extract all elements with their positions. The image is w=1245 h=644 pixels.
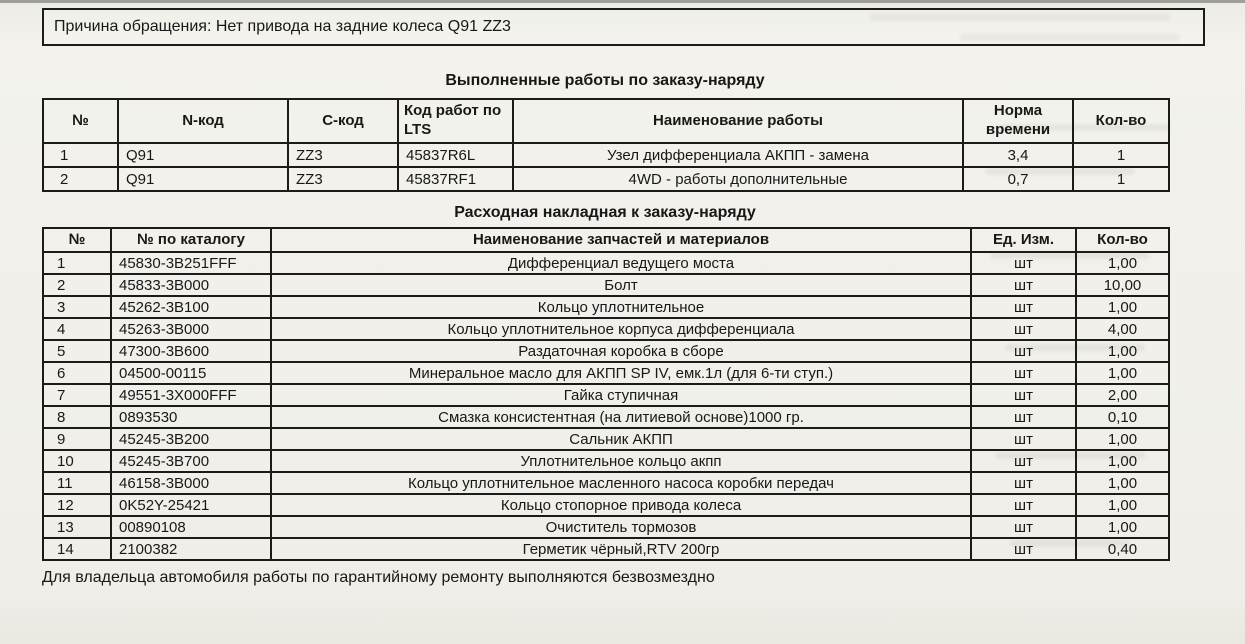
col-header-ncode: N-код — [118, 99, 288, 143]
col-header-time-norm: Норма времени — [963, 99, 1073, 143]
table-cell: 45262-3B100 — [111, 296, 271, 318]
table-cell: 1,00 — [1076, 340, 1169, 362]
table-cell: 5 — [43, 340, 111, 362]
table-cell: 45830-3B251FFF — [111, 252, 271, 274]
table-row — [43, 384, 1169, 406]
table-cell: ZZ3 — [288, 167, 398, 191]
footer-note: Для владельца автомобиля работы по гарантийному ремонту выполняются безвозмездно — [42, 569, 715, 586]
table-cell: 6 — [43, 362, 111, 384]
table-row — [43, 274, 1169, 296]
table-cell: 9 — [43, 428, 111, 450]
table-cell: 4,00 — [1076, 318, 1169, 340]
table-row — [43, 143, 1169, 167]
table-cell: шт — [971, 406, 1076, 428]
table-row — [43, 538, 1169, 560]
table-cell: 1,00 — [1076, 450, 1169, 472]
table-cell: 45263-3B000 — [111, 318, 271, 340]
col-header-num: № — [43, 228, 111, 252]
col-header-ccode: С-код — [288, 99, 398, 143]
table-cell: 1,00 — [1076, 362, 1169, 384]
table-cell: шт — [971, 450, 1076, 472]
col-header-part-name: Наименование запчастей и материалов — [271, 228, 971, 252]
table-cell: шт — [971, 340, 1076, 362]
parts-table-header — [43, 228, 1169, 252]
col-header-lts-code: Код работ по LTS — [398, 99, 513, 143]
table-cell: 00890108 — [111, 516, 271, 538]
table-cell: 13 — [43, 516, 111, 538]
table-cell: 45245-3B200 — [111, 428, 271, 450]
table-cell: Сальник АКПП — [271, 428, 971, 450]
table-row — [43, 167, 1169, 191]
table-cell: шт — [971, 494, 1076, 516]
table-cell: 7 — [43, 384, 111, 406]
table-cell: 0893530 — [111, 406, 271, 428]
table-cell: Кольцо уплотнительное — [271, 296, 971, 318]
table-cell: Гайка ступичная — [271, 384, 971, 406]
table-cell: шт — [971, 274, 1076, 296]
table-cell: шт — [971, 516, 1076, 538]
table-cell: шт — [971, 252, 1076, 274]
table-cell: шт — [971, 362, 1076, 384]
works-table — [42, 98, 1170, 192]
table-cell: 1 — [43, 252, 111, 274]
table-cell: шт — [971, 538, 1076, 560]
table-cell: Кольцо уплотнительное корпуса дифференциала — [271, 318, 971, 340]
table-cell: шт — [971, 384, 1076, 406]
table-cell: 1,00 — [1076, 516, 1169, 538]
table-cell: Уплотнительное кольцо акпп — [271, 450, 971, 472]
table-cell: 49551-3X000FFF — [111, 384, 271, 406]
table-cell: 1 — [43, 143, 118, 167]
table-cell: 1,00 — [1076, 428, 1169, 450]
table-row — [43, 252, 1169, 274]
table-cell: Болт — [271, 274, 971, 296]
table-cell: 45833-3B000 — [111, 274, 271, 296]
table-cell: 45837R6L — [398, 143, 513, 167]
table-row — [43, 296, 1169, 318]
col-header-unit: Ед. Изм. — [971, 228, 1076, 252]
table-cell: 3 — [43, 296, 111, 318]
parts-table-title: Расходная накладная к заказу-наряду — [454, 204, 756, 221]
table-cell: 2 — [43, 274, 111, 296]
table-cell: 4 — [43, 318, 111, 340]
col-header-num: № — [43, 99, 118, 143]
table-cell: Смазка консистентная (на литиевой основе)1000 гр. — [271, 406, 971, 428]
table-cell: Кольцо стопорное привода колеса — [271, 494, 971, 516]
table-cell: 12 — [43, 494, 111, 516]
table-row — [43, 406, 1169, 428]
col-header-work-name: Наименование работы — [513, 99, 963, 143]
table-row — [43, 450, 1169, 472]
table-cell: 3,4 — [963, 143, 1073, 167]
table-row — [43, 362, 1169, 384]
table-cell: 2100382 — [111, 538, 271, 560]
table-cell: 1,00 — [1076, 494, 1169, 516]
reason-box — [42, 8, 1205, 46]
table-cell: Дифференциал ведущего моста — [271, 252, 971, 274]
table-cell: 1 — [1073, 167, 1169, 191]
table-cell: 1,00 — [1076, 252, 1169, 274]
table-cell: 47300-3B600 — [111, 340, 271, 362]
table-cell: Минеральное масло для АКПП SP IV, емк.1л (для 6-ти ступ.) — [271, 362, 971, 384]
table-row — [43, 516, 1169, 538]
table-row — [43, 472, 1169, 494]
table-cell: 1,00 — [1076, 296, 1169, 318]
col-header-qty: Кол-во — [1073, 99, 1169, 143]
table-cell: 10 — [43, 450, 111, 472]
table-cell: Герметик чёрный,RTV 200гр — [271, 538, 971, 560]
table-cell: 45837RF1 — [398, 167, 513, 191]
table-cell: шт — [971, 472, 1076, 494]
table-cell: Кольцо уплотнительное масленного насоса коробки передач — [271, 472, 971, 494]
table-cell: ZZ3 — [288, 143, 398, 167]
table-cell: 0,10 — [1076, 406, 1169, 428]
table-cell: 8 — [43, 406, 111, 428]
parts-table-body — [43, 252, 1169, 560]
table-cell: Очиститель тормозов — [271, 516, 971, 538]
table-cell: 46158-3B000 — [111, 472, 271, 494]
table-row — [43, 318, 1169, 340]
table-row — [43, 428, 1169, 450]
table-cell: 10,00 — [1076, 274, 1169, 296]
table-cell: 4WD - работы дополнительные — [513, 167, 963, 191]
table-cell: шт — [971, 296, 1076, 318]
works-table-header — [43, 99, 1169, 143]
col-header-qty: Кол-во — [1076, 228, 1169, 252]
table-cell: 2,00 — [1076, 384, 1169, 406]
header-row — [43, 99, 1169, 143]
table-cell: 45245-3B700 — [111, 450, 271, 472]
table-cell: Q91 — [118, 143, 288, 167]
table-cell: 2 — [43, 167, 118, 191]
table-cell: 1,00 — [1076, 472, 1169, 494]
table-cell: Q91 — [118, 167, 288, 191]
table-cell: шт — [971, 318, 1076, 340]
table-row — [43, 340, 1169, 362]
table-cell: 04500-00115 — [111, 362, 271, 384]
table-cell: 0,7 — [963, 167, 1073, 191]
table-cell: шт — [971, 428, 1076, 450]
parts-table — [42, 227, 1170, 561]
table-cell: Раздаточная коробка в сборе — [271, 340, 971, 362]
table-cell: 0,40 — [1076, 538, 1169, 560]
works-table-body — [43, 143, 1169, 191]
table-row — [43, 494, 1169, 516]
table-cell: 11 — [43, 472, 111, 494]
col-header-catalog-num: № по каталогу — [111, 228, 271, 252]
header-row — [43, 228, 1169, 252]
works-table-title: Выполненные работы по заказу-наряду — [445, 72, 765, 89]
table-cell: 14 — [43, 538, 111, 560]
table-cell: 0K52Y-25421 — [111, 494, 271, 516]
table-cell: Узел дифференциала АКПП - замена — [513, 143, 963, 167]
reason-text: Причина обращения: Нет привода на задние колеса Q91 ZZ3 — [54, 18, 511, 35]
table-cell: 1 — [1073, 143, 1169, 167]
